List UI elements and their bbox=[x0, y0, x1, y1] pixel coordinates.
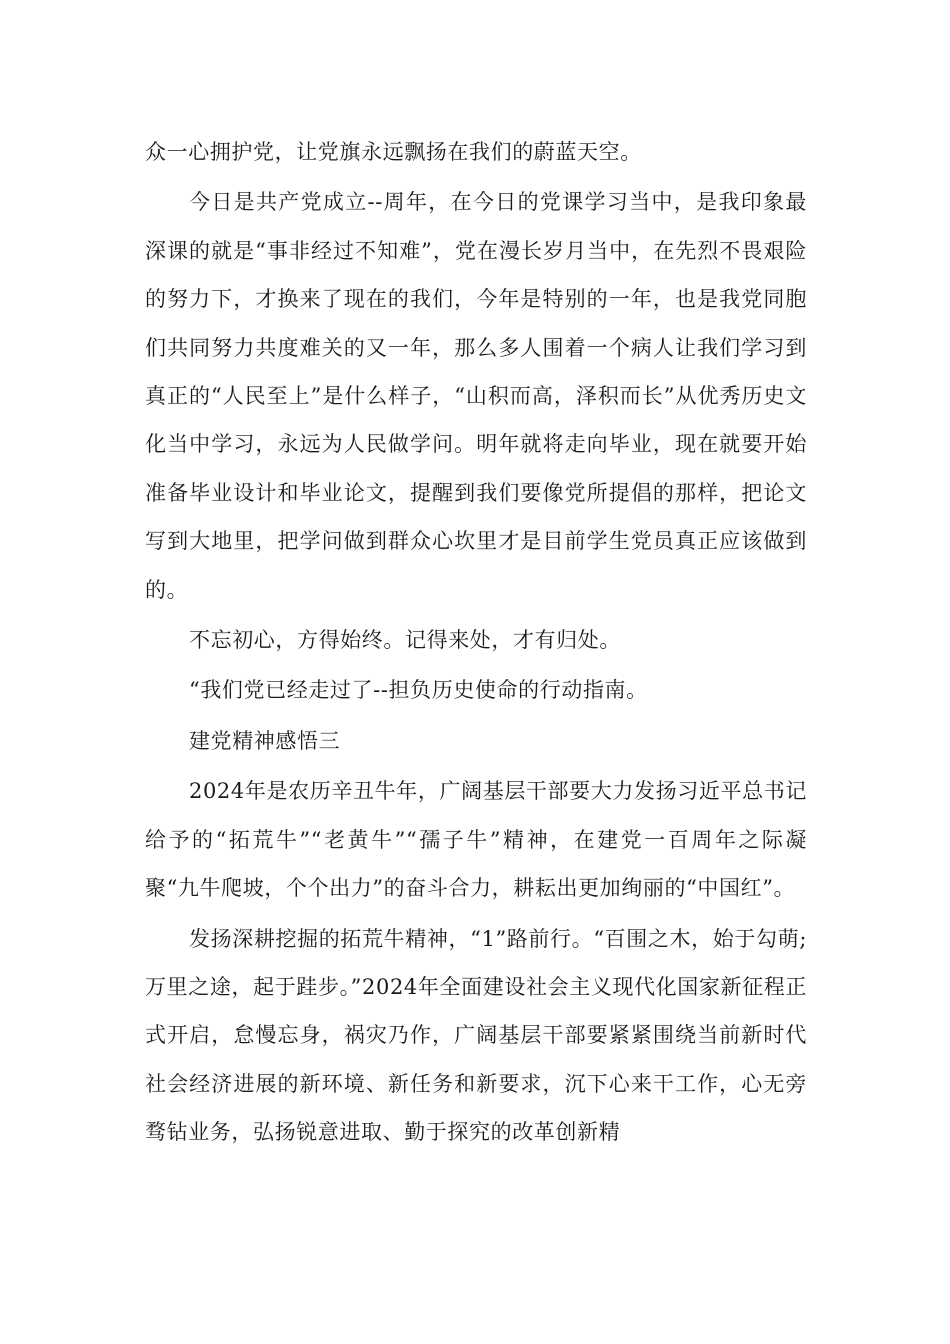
paragraph-1: 众一心拥护党，让党旗永远飘扬在我们的蔚蓝天空。 bbox=[145, 140, 642, 164]
section-heading: 建党精神感悟三 bbox=[189, 728, 341, 753]
paragraph-2: 今日是共产党成立--周年，在今日的党课学习当中，是我印象最深课的就是“事非经过不知难”，党在漫长岁月当中，在先烈不畏艰险的努力下，才换来了现在的我们，今年是特别的一年，也是我党同胞们共同努力共度难关的又一年，那么多人围着一个病人让我们学习到真正的“人民至上”是什么样子，“山积而高，泽积而长”从优秀历史文化当中学习，永远为人民做学问。明年就将走向毕业，现在就要开始准备毕业设计和毕业论文，提醒到我们要像党所提倡的那样，把论文写到大地里，把学问做到群众心坎里才是目前学生党员真正应该做到的。 bbox=[145, 190, 807, 602]
paragraph-6: 发扬深耕挖掘的拓荒牛精神，“1”路前行。“百围之木，始于勾萌;万里之途，起于跬步。”2024年全面建设社会主义现代化国家新征程正式开启，怠慢忘身，祸灾乃作，广阔基层干部要紧紧围绕当前新时代社会经济进展的新环境、新任务和新要求，沉下心来干工作，心无旁骛钻业务，弘扬锐意进取、勤于探究的改革创新精 bbox=[145, 926, 807, 1145]
paragraph-3: 不忘初心，方得始终。记得来处，才有归处。 bbox=[189, 628, 621, 653]
paragraph-4: “我们党已经走过了--担负历史使命的行动指南。 bbox=[189, 678, 648, 703]
paragraph-5: 2024年是农历辛丑牛年，广阔基层干部要大力发扬习近平总书记给予的“拓荒牛”“老黄牛”“孺子牛”精神，在建党一百周年之际凝聚“九牛爬坡，个个出力”的奋斗合力，耕耘出更加绚丽的“中国红”。 bbox=[145, 779, 807, 901]
document-body bbox=[145, 128, 807, 1159]
